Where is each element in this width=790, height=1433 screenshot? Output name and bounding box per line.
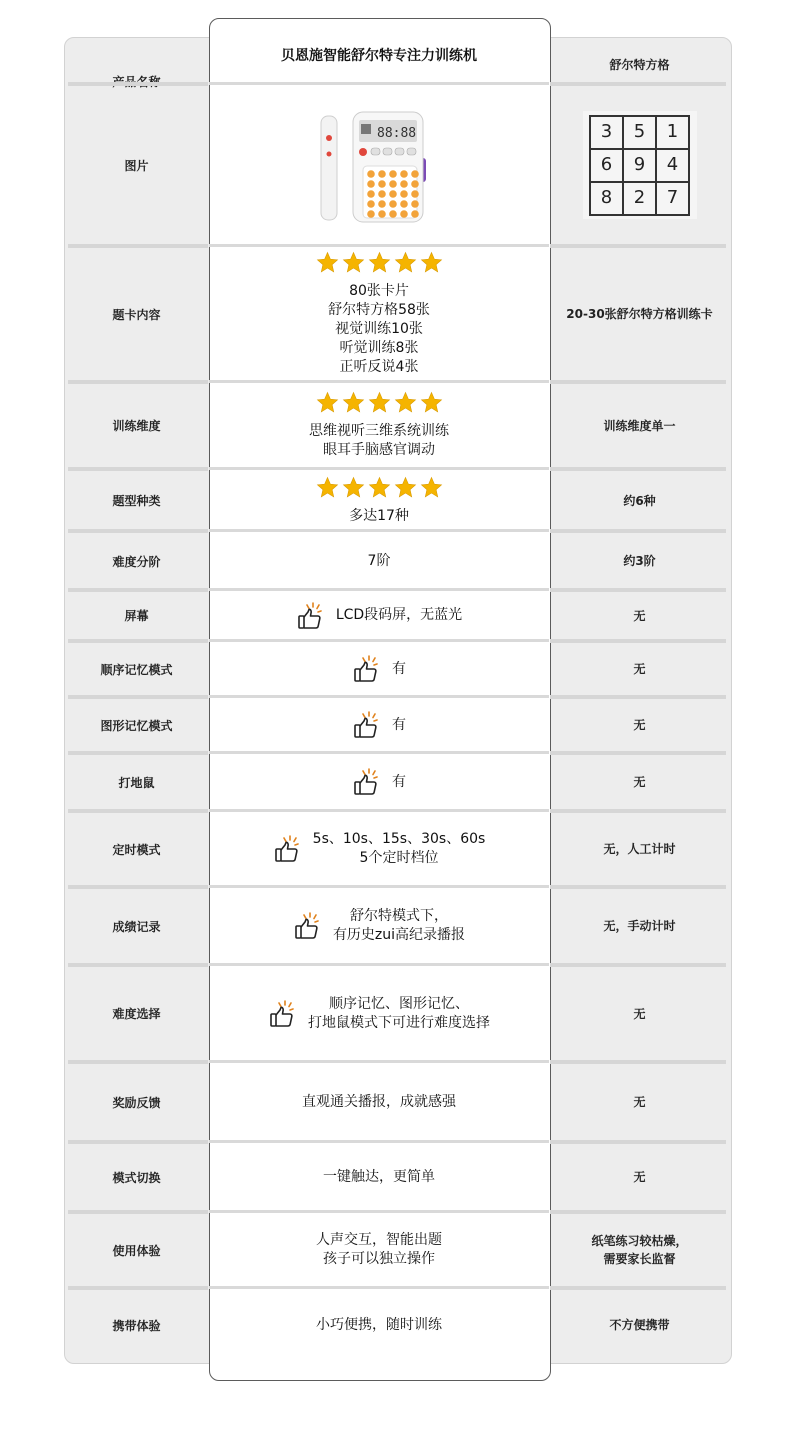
product-a-text <box>392 773 406 792</box>
product-a-cell <box>209 967 549 1060</box>
thumbs-up-icon <box>268 999 298 1029</box>
feature-line <box>268 995 490 1033</box>
text-line: 孩子可以独立操作 <box>323 1251 435 1267</box>
table-row <box>64 533 730 589</box>
feature-line <box>296 601 462 631</box>
table-row <box>64 967 730 1060</box>
product-a-text <box>313 830 486 868</box>
text-line: 不方便携带 <box>609 1318 670 1332</box>
row-divider <box>209 695 549 698</box>
product-a-cell <box>209 533 549 589</box>
star-icon <box>316 251 339 280</box>
table-row <box>64 471 730 530</box>
row-divider <box>209 639 549 642</box>
feature-line <box>293 907 465 945</box>
product-a-text <box>323 1168 435 1187</box>
text-line: 需要家长监督 <box>603 1252 676 1266</box>
text-line: 无 <box>633 718 646 732</box>
star-icon <box>394 251 417 280</box>
product-a-cell <box>209 1290 549 1360</box>
rating-stars <box>316 391 443 420</box>
star-icon <box>342 251 365 280</box>
grid-number: 2 <box>623 182 656 215</box>
grid-number: 7 <box>656 182 689 215</box>
text-line: 7阶 <box>367 552 391 569</box>
star-icon <box>368 251 391 280</box>
product-a-cell <box>209 1214 549 1286</box>
row-label: 难度分阶 <box>112 554 161 569</box>
grid-number: 9 <box>623 149 656 182</box>
rating-stars <box>316 476 443 505</box>
text-line: 舒尔特模式下， <box>350 908 448 924</box>
feature-line <box>352 767 406 797</box>
product-a-cell <box>209 592 549 639</box>
text-line: 多达17种 <box>349 507 409 524</box>
row-divider <box>209 82 549 85</box>
product-b-cell <box>549 755 730 809</box>
product-a-cell <box>209 699 549 751</box>
text-line: 纸笔练习较枯燥， <box>591 1234 688 1248</box>
thumbs-up-icon <box>352 710 382 740</box>
feature-line <box>352 710 406 740</box>
header-row <box>64 37 730 85</box>
text-line: 5个定时档位 <box>359 850 439 866</box>
text-line: 无 <box>633 608 646 623</box>
star-icon <box>368 476 391 505</box>
table-row <box>64 592 730 639</box>
product-a-cell <box>209 889 549 963</box>
product-a-cell <box>209 643 549 695</box>
text-line: 无 <box>633 1095 646 1109</box>
text-line: 人声交互，智能出题 <box>316 1232 442 1248</box>
device-screen-text: 88:88 <box>377 125 417 141</box>
product-a-cell <box>209 1144 549 1210</box>
row-divider <box>209 1286 549 1289</box>
rating-stars <box>316 251 443 280</box>
header-product-a: 贝恩施智能舒尔特专注力训练机 <box>281 48 477 64</box>
text-line: 顺序记忆、图形记忆、 <box>329 995 469 1012</box>
row-label: 题型种类 <box>112 494 161 508</box>
product-b-cell <box>549 699 730 751</box>
product-b-cell <box>549 592 730 639</box>
text-line: 有 <box>392 716 406 733</box>
product-b-cell <box>549 1144 730 1210</box>
header-product-b: 舒尔特方格 <box>609 58 670 72</box>
product-b-cell <box>549 967 730 1060</box>
grid-number: 6 <box>590 149 623 182</box>
product-b-cell <box>549 643 730 695</box>
device-image <box>319 108 439 223</box>
row-label: 模式切换 <box>112 1170 161 1185</box>
star-icon <box>316 391 339 420</box>
text-line: 约3阶 <box>623 554 656 568</box>
grid-number: 4 <box>656 149 689 182</box>
row-label: 奖励反馈 <box>112 1095 161 1110</box>
row-label: 成绩记录 <box>112 919 161 934</box>
product-a-text <box>333 907 465 945</box>
product-a-text <box>316 1231 442 1269</box>
thumbs-up-icon <box>296 601 326 631</box>
text-line: 无，手动计时 <box>603 919 676 933</box>
product-a-cell <box>209 248 549 380</box>
product-b-cell <box>549 86 730 244</box>
row-divider <box>209 380 549 383</box>
thumbs-up-icon <box>352 654 382 684</box>
star-icon <box>342 391 365 420</box>
product-b-cell <box>549 1064 730 1140</box>
product-a-text <box>308 995 490 1033</box>
product-b-cell <box>549 1214 730 1286</box>
star-icon <box>394 391 417 420</box>
product-b-cell <box>549 248 730 380</box>
product-b-cell <box>549 1290 730 1360</box>
text-line: 正听反说4张 <box>339 359 419 375</box>
table-row <box>64 813 730 885</box>
text-line: 5s、10s、15s、30s、60s <box>312 831 486 847</box>
row-divider <box>209 1060 549 1063</box>
row-divider <box>209 588 549 591</box>
text-line: 80张卡片 <box>349 283 409 299</box>
text-line: 有历史zui高纪录播报 <box>332 927 466 943</box>
feature-line <box>352 654 406 684</box>
text-line: 有 <box>392 660 406 677</box>
star-icon <box>368 391 391 420</box>
product-a-cell <box>209 755 549 809</box>
product-b-cell <box>549 889 730 963</box>
grid-number: 5 <box>623 116 656 149</box>
table-row <box>64 755 730 809</box>
text-line: 舒尔特方格58张 <box>328 302 430 318</box>
product-a-cell <box>209 86 549 244</box>
product-b-cell <box>549 813 730 885</box>
row-divider <box>209 751 549 754</box>
table-row <box>64 1214 730 1286</box>
row-label: 题卡内容 <box>112 307 161 322</box>
text-line: 无 <box>633 1006 646 1021</box>
text-line: 有 <box>392 773 406 790</box>
row-label: 难度选择 <box>112 1007 161 1021</box>
table-row <box>64 1290 730 1360</box>
product-a-cell <box>209 813 549 885</box>
row-divider <box>209 1210 549 1213</box>
star-icon <box>342 476 365 505</box>
text-line: 听觉训练8张 <box>339 340 419 356</box>
product-a-text <box>368 552 391 571</box>
row-divider <box>209 244 549 247</box>
row-divider <box>209 467 549 470</box>
row-label: 携带体验 <box>112 1318 161 1333</box>
grid-number: 8 <box>590 182 623 215</box>
row-divider <box>209 529 549 532</box>
row-label: 图片 <box>124 158 149 173</box>
row-divider <box>209 809 549 812</box>
text-line: 眼耳手脑感官调动 <box>323 442 435 458</box>
table-row <box>64 384 730 467</box>
product-a-text <box>316 1316 442 1335</box>
grid-number: 3 <box>590 116 623 149</box>
text-line: 训练维度单一 <box>603 418 676 433</box>
row-divider <box>209 1140 549 1143</box>
product-b-cell <box>549 471 730 530</box>
star-icon <box>420 391 443 420</box>
product-a-text <box>392 660 406 679</box>
product-b-cell <box>549 533 730 589</box>
text-line: 一键触达，更简单 <box>323 1168 435 1185</box>
text-line: 视觉训练10张 <box>335 321 423 337</box>
product-a-text <box>302 1093 456 1112</box>
row-label: 使用体验 <box>112 1243 161 1258</box>
schulte-grid-image <box>583 111 697 219</box>
row-label: 打地鼠 <box>118 775 155 790</box>
table-row <box>64 86 730 244</box>
product-b-cell <box>549 384 730 467</box>
product-a-text <box>309 422 449 460</box>
thumbs-up-icon <box>293 911 323 941</box>
row-divider <box>209 885 549 888</box>
table-row <box>64 889 730 963</box>
text-line: 打地鼠模式下可进行难度选择 <box>308 1014 490 1031</box>
product-a-text <box>349 507 409 526</box>
table-row <box>64 1064 730 1140</box>
product-a-cell <box>209 384 549 467</box>
row-label: 图形记忆模式 <box>100 718 173 733</box>
star-icon <box>394 476 417 505</box>
text-line: 无 <box>633 662 646 676</box>
text-line: 20-30张舒尔特方格训练卡 <box>566 307 713 321</box>
product-a-cell <box>209 471 549 530</box>
star-icon <box>420 251 443 280</box>
table-row <box>64 248 730 380</box>
text-line: 无 <box>633 775 646 789</box>
text-line: 直观通关播报，成就感强 <box>302 1093 456 1110</box>
text-line: 思维视听三维系统训练 <box>309 423 449 439</box>
row-label: 顺序记忆模式 <box>100 662 173 677</box>
table-row <box>64 643 730 695</box>
product-a-text <box>336 606 462 625</box>
row-label: 屏幕 <box>124 609 149 623</box>
text-line: 小巧便携，随时训练 <box>316 1316 442 1333</box>
product-a-cell <box>209 1064 549 1140</box>
text-line: 无，人工计时 <box>603 842 676 856</box>
table-row <box>64 699 730 751</box>
product-a-text <box>392 716 406 735</box>
text-line: 无 <box>633 1170 646 1184</box>
thumbs-up-icon <box>273 834 303 864</box>
product-a-text <box>328 282 430 377</box>
star-icon <box>420 476 443 505</box>
text-line: 约6种 <box>623 493 656 508</box>
feature-line <box>273 830 486 868</box>
table-row <box>64 1144 730 1210</box>
grid-number: 1 <box>656 116 689 149</box>
text-line: LCD段码屏，无蓝光 <box>335 607 463 623</box>
row-label: 定时模式 <box>112 842 161 857</box>
row-label: 训练维度 <box>112 419 161 433</box>
thumbs-up-icon <box>352 767 382 797</box>
row-divider <box>209 963 549 966</box>
star-icon <box>316 476 339 505</box>
